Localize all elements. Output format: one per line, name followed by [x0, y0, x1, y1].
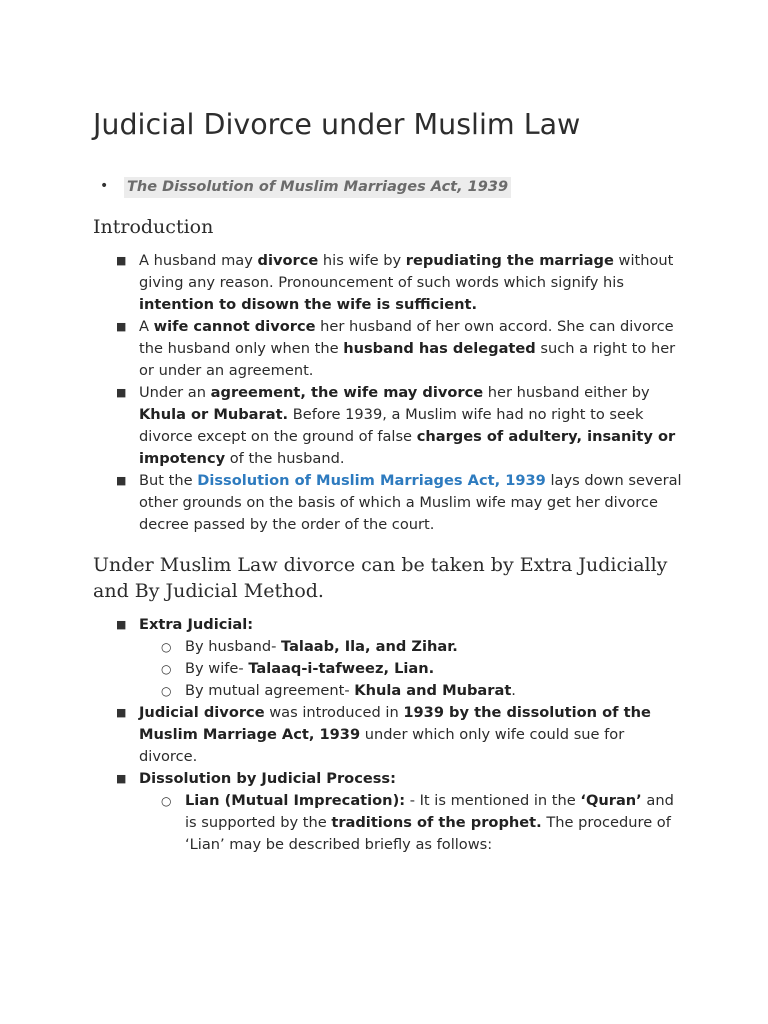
text: such a right to her or under an agreement. — [139, 340, 676, 379]
text: and is supported by the — [185, 792, 674, 831]
text: under which only wife could sue for divorce. — [139, 726, 625, 765]
bold-text: intention to disown the wife is sufficient. — [139, 296, 478, 313]
square-bullet-icon: ■ — [116, 254, 127, 267]
bold-text: divorce — [257, 252, 319, 269]
text: By husband- — [185, 638, 282, 655]
toc-item — [93, 176, 511, 198]
bullet-icon: • — [100, 178, 109, 194]
bold-text: Talaaq-i-tafweez, Lian. — [248, 660, 435, 677]
bold-text: Dissolution by Judicial Process: — [139, 770, 396, 787]
bold-text: Khula or Mubarat. — [139, 406, 289, 423]
square-bullet-icon: ■ — [116, 474, 127, 487]
circle-bullet-icon: ○ — [161, 794, 172, 808]
sub-list — [139, 790, 683, 856]
bold-text: wife cannot divorce — [153, 318, 316, 335]
text: A — [139, 318, 154, 335]
text: The procedure of ‘Lian’ may be described briefly as follows: — [185, 814, 671, 853]
sub-list-item — [139, 658, 683, 680]
bold-text: 1939 by the dissolution of the Muslim Marriage Act, 1939 — [139, 704, 651, 743]
text: But the — [139, 472, 198, 489]
sub-list — [139, 636, 683, 702]
section-heading-methods: Under Muslim Law divorce can be taken by Extra Judicially and By Judicial Method. — [93, 554, 668, 602]
list-item — [93, 614, 683, 702]
act-link[interactable]: Dissolution of Muslim Marriages Act, 1939 — [197, 472, 546, 489]
text: - It is mentioned in the — [405, 792, 581, 809]
text: lays down several other grounds on the basis of which a Muslim wife may get her divorce decree passed by the order of the court. — [139, 472, 682, 533]
bold-text: Extra Judicial: — [139, 616, 254, 633]
sub-list-item — [139, 680, 683, 702]
text: A husband may — [139, 252, 258, 269]
bold-text: Khula and Mubarat — [354, 682, 512, 699]
page-title: Judicial Divorce under Muslim Law — [93, 108, 581, 141]
list-item — [93, 470, 683, 536]
text: By wife- — [185, 660, 249, 677]
methods-list — [93, 614, 683, 856]
circle-bullet-icon: ○ — [161, 662, 172, 676]
list-item — [93, 768, 683, 856]
section-heading-introduction: Introduction — [93, 216, 214, 238]
text: By mutual agreement- — [185, 682, 355, 699]
text: . — [511, 682, 516, 699]
list-item — [93, 316, 683, 382]
square-bullet-icon: ■ — [116, 706, 127, 719]
text: was introduced in — [264, 704, 404, 721]
square-bullet-icon: ■ — [116, 320, 127, 333]
circle-bullet-icon: ○ — [161, 640, 172, 654]
list-item — [93, 382, 683, 470]
text: his wife by — [318, 252, 406, 269]
list-item — [93, 250, 683, 316]
bold-text: Talaab, Ila, and Zihar. — [281, 638, 458, 655]
bold-text: charges of adultery, insanity or impotency — [139, 428, 676, 467]
text: without giving any reason. Pronouncement of such words which signify his — [139, 252, 674, 291]
toc-link[interactable]: The Dissolution of Muslim Marriages Act, 1939 — [124, 177, 511, 198]
bold-text: agreement, the wife may divorce — [210, 384, 484, 401]
introduction-list — [93, 250, 683, 536]
sub-list-item — [139, 790, 683, 856]
bold-text: Judicial divorce — [139, 704, 265, 721]
bold-text: repudiating the marriage — [405, 252, 614, 269]
square-bullet-icon: ■ — [116, 772, 127, 785]
square-bullet-icon: ■ — [116, 618, 127, 631]
bold-text: husband has delegated — [343, 340, 536, 357]
text: her husband of her own accord. She can divorce the husband only when the — [139, 318, 674, 357]
sub-list-item — [139, 636, 683, 658]
text: Under an — [139, 384, 211, 401]
text: of the husband. — [225, 450, 345, 467]
circle-bullet-icon: ○ — [161, 684, 172, 698]
bold-text: Lian (Mutual Imprecation): — [185, 792, 406, 809]
bold-text: traditions of the prophet. — [331, 814, 542, 831]
list-item — [93, 702, 683, 768]
bold-text: ‘Quran’ — [580, 792, 642, 809]
table-of-contents — [93, 176, 511, 198]
text: her husband either by — [483, 384, 650, 401]
square-bullet-icon: ■ — [116, 386, 127, 399]
text: Before 1939, a Muslim wife had no right to seek divorce except on the ground of false — [139, 406, 644, 445]
